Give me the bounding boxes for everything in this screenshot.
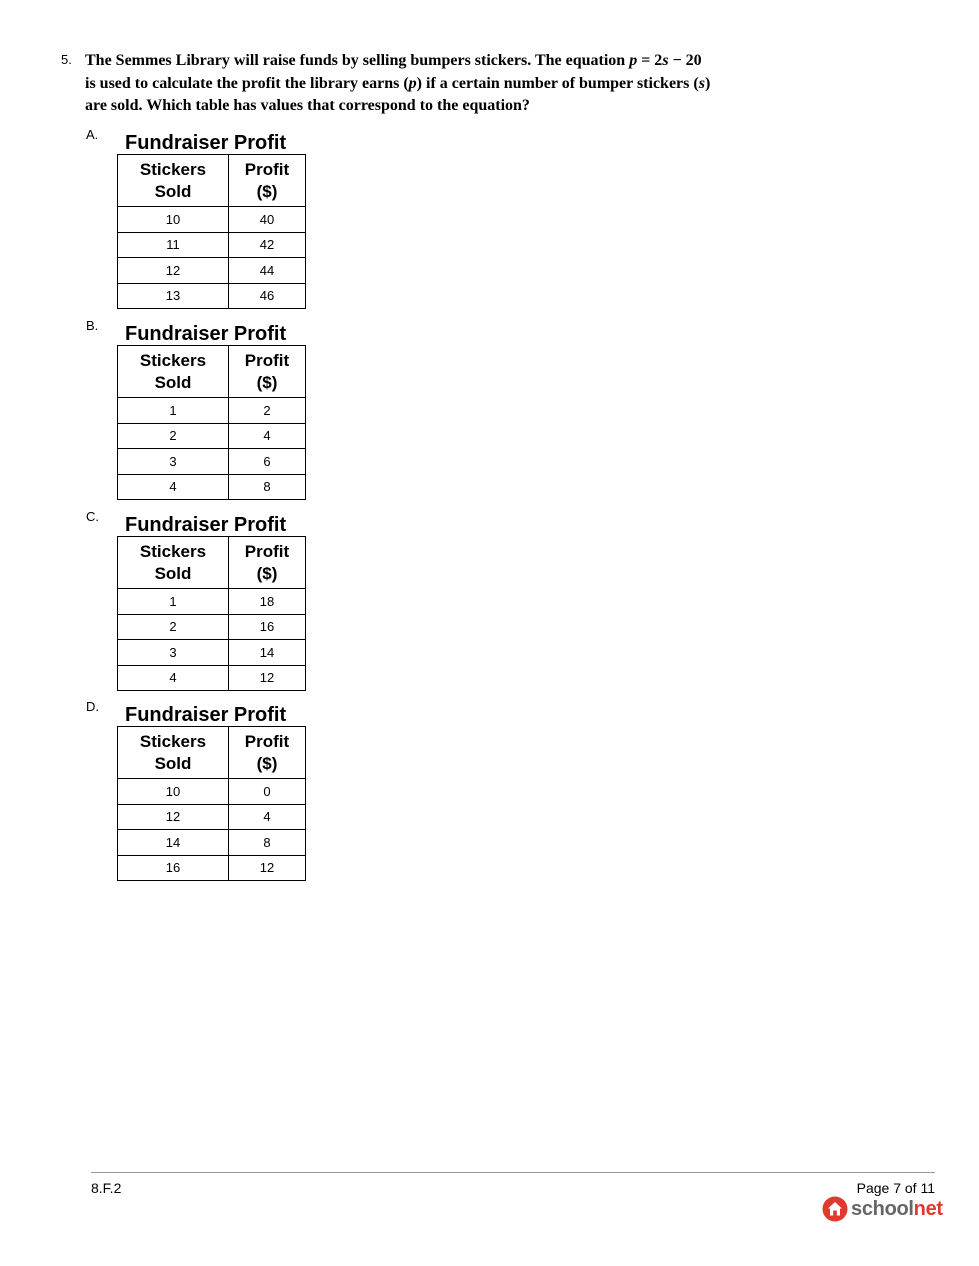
- cell-profit: 4: [229, 804, 306, 830]
- cell-stickers: 4: [118, 665, 229, 691]
- cell-profit: 4: [229, 423, 306, 449]
- cell-profit: 42: [229, 232, 306, 258]
- cell-stickers: 10: [118, 779, 229, 805]
- table-row: [118, 614, 306, 640]
- cell-stickers: 2: [118, 423, 229, 449]
- table-row: [118, 804, 306, 830]
- question-line-2: is used to calculate the profit the library earns (p) if a certain number of bumper stickers (s): [85, 74, 711, 92]
- question-line-3: are sold. Which table has values that correspond to the equation?: [85, 97, 530, 114]
- cell-profit: 18: [229, 589, 306, 615]
- header-profit: Profit ($): [229, 346, 306, 398]
- table-row: [118, 423, 306, 449]
- cell-stickers: 11: [118, 232, 229, 258]
- option-letter: A.: [86, 127, 99, 142]
- table-row: [118, 665, 306, 691]
- table-title: Fundraiser Profit: [125, 132, 287, 154]
- option-letter: C.: [86, 509, 99, 524]
- header-stickers-sold: Stickers Sold: [118, 155, 229, 207]
- fundraiser-table: [117, 726, 306, 881]
- header-stickers-sold: Stickers Sold: [118, 346, 229, 398]
- header-profit: Profit ($): [229, 155, 306, 207]
- cell-stickers: 10: [118, 207, 229, 233]
- table-title: Fundraiser Profit: [125, 704, 287, 726]
- cell-stickers: 1: [118, 589, 229, 615]
- option-letter: B.: [86, 318, 99, 333]
- fundraiser-table: [117, 345, 306, 500]
- page-number: Page 7 of 11: [856, 1180, 935, 1196]
- cell-stickers: 16: [118, 855, 229, 881]
- cell-profit: 2: [229, 398, 306, 424]
- table-row: [118, 474, 306, 500]
- cell-profit: 16: [229, 614, 306, 640]
- header-stickers-sold: Stickers Sold: [118, 727, 229, 779]
- table-row: [118, 283, 306, 309]
- cell-profit: 8: [229, 830, 306, 856]
- table-row: [118, 830, 306, 856]
- fundraiser-table: [117, 536, 306, 691]
- question-text: [85, 50, 785, 118]
- question-line-1: The Semmes Library will raise funds by selling bumpers stickers. The equation p = 2s − 20: [85, 52, 702, 69]
- cell-profit: 12: [229, 665, 306, 691]
- table-header-row: [118, 537, 306, 589]
- question-number: 5.: [61, 52, 72, 67]
- cell-stickers: 12: [118, 258, 229, 284]
- table-row: [118, 640, 306, 666]
- cell-profit: 0: [229, 779, 306, 805]
- header-profit: Profit ($): [229, 727, 306, 779]
- table-row: [118, 398, 306, 424]
- option-letter: D.: [86, 699, 99, 714]
- table-header-row: [118, 155, 306, 207]
- cell-stickers: 12: [118, 804, 229, 830]
- table-row: [118, 855, 306, 881]
- cell-profit: 46: [229, 283, 306, 309]
- table-header-row: [118, 727, 306, 779]
- table-title: Fundraiser Profit: [125, 514, 287, 536]
- cell-profit: 12: [229, 855, 306, 881]
- header-profit: Profit ($): [229, 537, 306, 589]
- cell-profit: 44: [229, 258, 306, 284]
- cell-profit: 14: [229, 640, 306, 666]
- table-header-row: [118, 346, 306, 398]
- footer-divider: [91, 1172, 935, 1173]
- fundraiser-table: [117, 154, 306, 309]
- header-stickers-sold: Stickers Sold: [118, 537, 229, 589]
- table-row: [118, 589, 306, 615]
- standard-code: 8.F.2: [91, 1180, 122, 1196]
- logo-text: schoolnet: [851, 1197, 943, 1220]
- cell-stickers: 4: [118, 474, 229, 500]
- cell-profit: 6: [229, 449, 306, 475]
- cell-stickers: 3: [118, 640, 229, 666]
- cell-stickers: 2: [118, 614, 229, 640]
- schoolnet-logo: [822, 1195, 943, 1223]
- table-row: [118, 207, 306, 233]
- cell-stickers: 1: [118, 398, 229, 424]
- table-row: [118, 232, 306, 258]
- cell-stickers: 14: [118, 830, 229, 856]
- table-row: [118, 779, 306, 805]
- cell-profit: 40: [229, 207, 306, 233]
- cell-stickers: 13: [118, 283, 229, 309]
- table-row: [118, 449, 306, 475]
- cell-stickers: 3: [118, 449, 229, 475]
- cell-profit: 8: [229, 474, 306, 500]
- house-icon: [822, 1196, 848, 1222]
- table-title: Fundraiser Profit: [125, 323, 287, 345]
- table-row: [118, 258, 306, 284]
